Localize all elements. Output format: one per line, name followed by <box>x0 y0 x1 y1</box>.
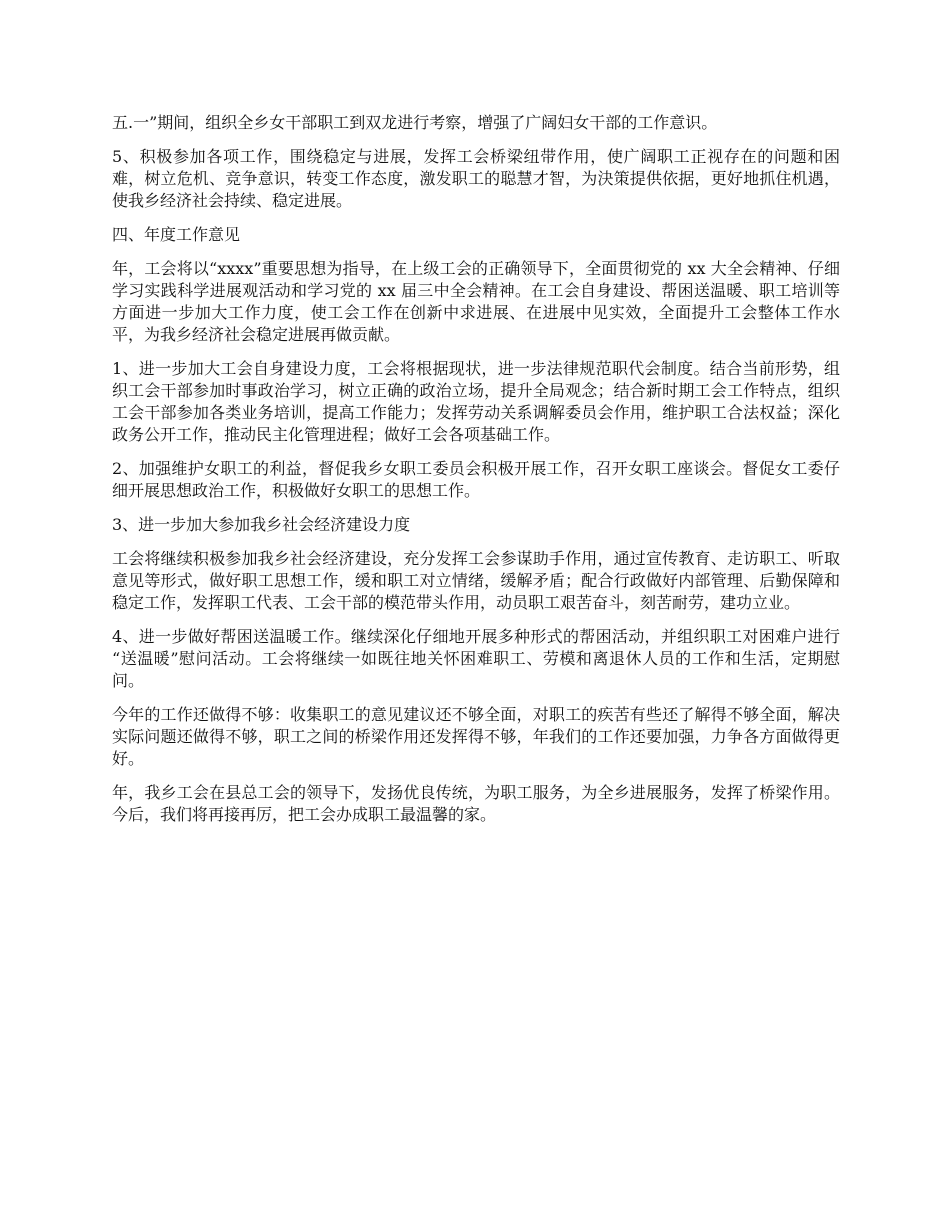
paragraph-womens-day-trip: 五.一”期间，组织全乡女干部职工到双龙进行考察，增强了广阔妇女干部的工作意识。 <box>112 113 718 132</box>
paragraph-plan-item-2: 2、加强维护女职工的利益，督促我乡女职工委员会积极开展工作，召开女职工座谈会。督促女工委仔细开展思想政治工作，积极做好女职工的思想工作。 <box>112 459 840 500</box>
paragraph-plan-item-3-body: 工会将继续积极参加我乡社会经济建设，充分发挥工会参谋助手作用，通过宣传教育、走访职工、听取意见等形式，做好职工思想工作，缓和职工对立情绪，缓解矛盾；配合行政做好内部管理、后勤保障和稳定工作，发挥职工代表、工会干部的模范带头作用，动员职工艰苦奋斗，刻苦耐劳，建功立业。 <box>112 549 840 612</box>
paragraph-item-5: 5、积极参加各项工作，围绕稳定与进展，发挥工会桥梁纽带作用，使广阔职工正视存在的问题和困难，树立危机、竞争意识，转变工作态度，激发职工的聪慧才智，为決策提供依据，更好地抓住机遇，使我乡经济社会持续、稳定进展。 <box>112 147 840 210</box>
paragraph-annual-overview: 年，工会将以“xxxx”重要思想为指导，在上级工会的正确领导下，全面贯彻党的 xx 大全会精神、仔细学习实践科学进展观活动和学习党的 xx 届三中全会精神。在工会自身建设、帮困送温暖、职工培训等方面进一步加大工作力度，使工会工作在创新中求进展、在进展中见实效，全面提升工会整体工作水平，为我乡经济社会稳定进展再做贡献。 <box>112 259 840 344</box>
document-page <box>112 112 840 838</box>
paragraph-plan-item-4: 4、进一步做好帮困送温暖工作。继续深化仔细地开展多种形式的帮困活动，并组织职工对困难户进行 “送温暖”慰问活动。工会将继续一如既往地关怀困难职工、劳模和离退休人员的工作和生活，定期慰问。 <box>112 627 840 690</box>
paragraph-conclusion: 年，我乡工会在县总工会的领导下，发扬优良传统，为职工服务，为全乡进展服务，发挥了桥梁作用。今后，我们将再接再厉，把工会办成职工最温馨的家。 <box>112 783 840 824</box>
paragraph-plan-item-1: 1、进一步加大工会自身建设力度，工会将根据现状，进一步法律规范职代会制度。结合当前形势，组织工会干部参加时事政治学习，树立正确的政治立场，提升全局观念；结合新时期工会工作特点，组织工会干部参加各类业务培训，提高工作能力；发挥劳动关系调解委员会作用，维护职工合法权益；深化政务公开工作，推动民主化管理进程；做好工会各项基础工作。 <box>112 359 840 444</box>
paragraph-shortcomings: 今年的工作还做得不够：收集职工的意见建议还不够全面，对职工的疾苦有些还了解得不够全面，解决实际问题还做得不够，职工之间的桥梁作用还发挥得不够，年我们的工作还要加强，力争各方面做得更好。 <box>112 705 840 768</box>
section-heading-annual-plan: 四、年度工作意见 <box>112 225 241 244</box>
paragraph-plan-item-3-heading: 3、进一步加大参加我乡社会经济建设力度 <box>112 515 411 534</box>
